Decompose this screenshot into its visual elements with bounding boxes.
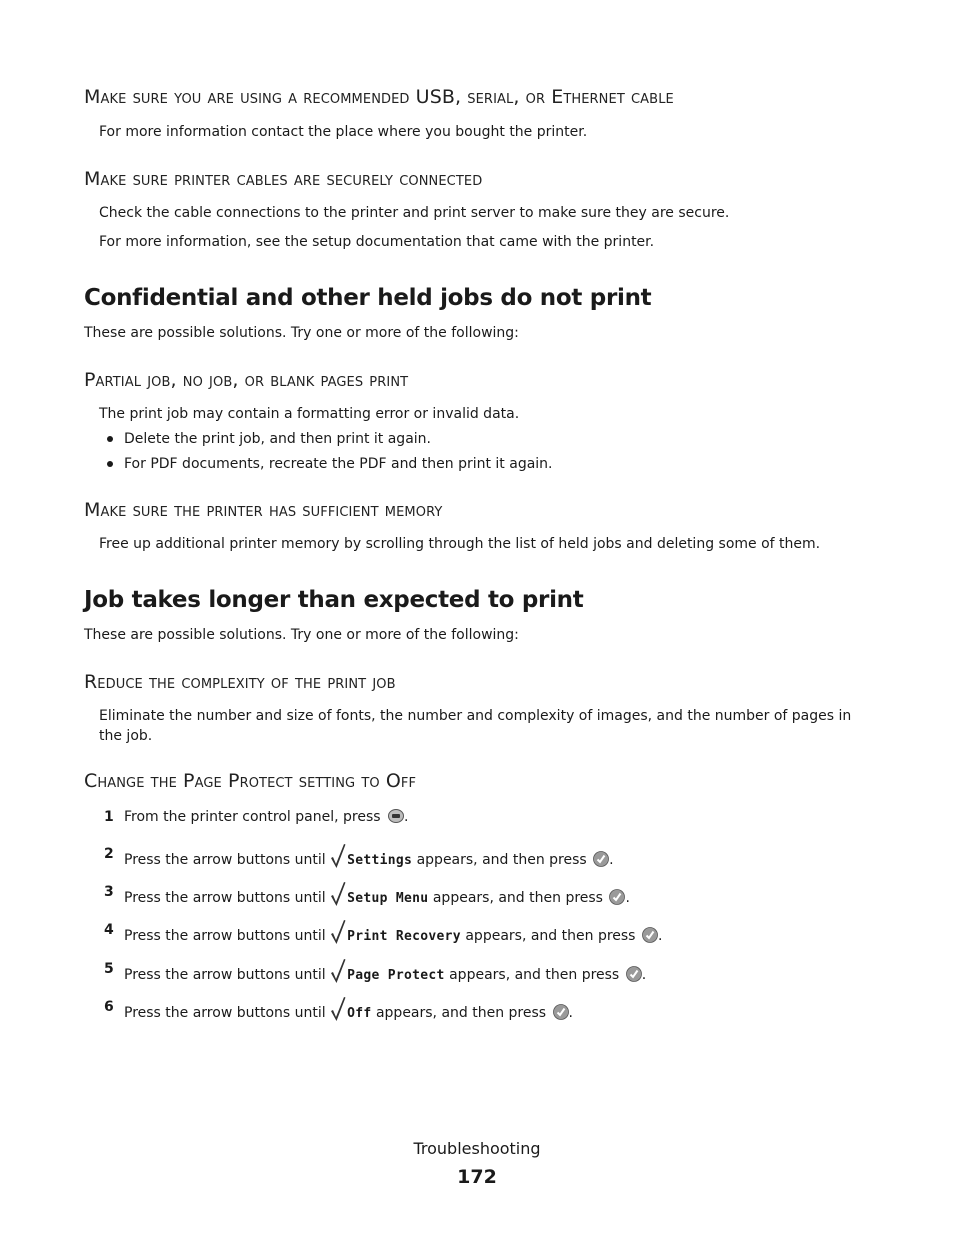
section-heading-cable: Make sure you are using a recommended USB, serial, or Ethernet cable [84,86,674,108]
topic-title-confidential-jobs: Confidential and other held jobs do not print [84,285,652,311]
step-number: 2 [104,846,114,862]
checkmark-icon [330,997,346,1027]
step-number: 6 [104,999,114,1015]
checkmark-icon [330,882,346,912]
step-4 [124,920,662,950]
step-6 [124,997,573,1027]
bullet-marker [107,461,113,467]
section-heading-page-protect: Change the Page Protect setting to Off [84,770,417,792]
step-text-end: . [403,809,409,825]
select-button-icon [593,851,609,873]
paragraph: Eliminate the number and size of fonts, the number and complexity of images, and the number of pages in the job. [99,708,852,744]
step-5 [124,959,646,989]
step-text: appears, and then press [371,1005,551,1021]
step-text: Press the arrow buttons until [124,1005,331,1021]
select-button-icon [626,966,642,988]
topic-intro: These are possible solutions. Try one or more of the following: [84,325,519,341]
step-text: appears, and then press [444,967,624,983]
section-heading-reduce-complexity: Reduce the complexity of the print job [84,671,396,693]
menu-option-code: Page Protect [347,968,445,983]
paragraph: For more information contact the place where you bought the printer. [99,124,588,140]
step-text: appears, and then press [412,852,592,868]
paragraph: The print job may contain a formatting error or invalid data. [99,406,520,422]
step-text: From the printer control panel, press [124,809,385,825]
step-text-end: . [609,852,614,868]
step-number: 3 [104,884,114,900]
step-number: 1 [104,809,114,825]
menu-option-code: Print Recovery [347,929,461,944]
checkmark-icon [330,844,346,874]
footer-section-label: Troubleshooting [413,1139,541,1158]
select-button-icon [553,1004,569,1026]
step-text: appears, and then press [428,890,608,906]
section-heading-sufficient-memory: Make sure the printer has sufficient memory [84,499,443,521]
step-text: appears, and then press [460,928,640,944]
step-text-end: . [625,890,630,906]
menu-option-code: Settings [347,853,413,868]
bullet-marker [107,436,113,442]
step-2 [124,844,614,874]
menu-button-icon [388,809,404,829]
checkmark-icon [330,920,346,950]
step-text: Press the arrow buttons until [124,967,331,983]
step-3 [124,882,630,912]
menu-option-code: Off [347,1006,372,1021]
section-heading-partial-job: Partial job, no job, or blank pages print [84,369,409,391]
step-text: Press the arrow buttons until [124,928,331,944]
topic-intro: These are possible solutions. Try one or more of the following: [84,627,519,643]
paragraph: Free up additional printer memory by scrolling through the list of held jobs and deleting some of them. [99,536,821,552]
paragraph: Check the cable connections to the printer and print server to make sure they are secure. [99,205,730,221]
select-button-icon [609,889,625,911]
select-button-icon [642,927,658,949]
paragraph: For more information, see the setup documentation that came with the printer. [99,234,655,250]
step-number: 4 [104,922,114,938]
checkmark-icon [330,959,346,989]
step-text: Press the arrow buttons until [124,890,331,906]
topic-title-job-takes-longer: Job takes longer than expected to print [84,587,584,613]
step-text-end: . [641,967,647,983]
step-text-end: . [568,1005,573,1021]
step-number: 5 [104,961,114,977]
section-heading-cables-connected: Make sure printer cables are securely connected [84,168,483,190]
page-number: 172 [457,1166,497,1188]
bullet-item: For PDF documents, recreate the PDF and then print it again. [124,456,553,472]
step-text: Press the arrow buttons until [124,852,331,868]
step-text-end: . [657,928,663,944]
bullet-item: Delete the print job, and then print it again. [124,431,431,447]
menu-option-code: Setup Menu [347,891,429,906]
step-1 [124,807,408,829]
